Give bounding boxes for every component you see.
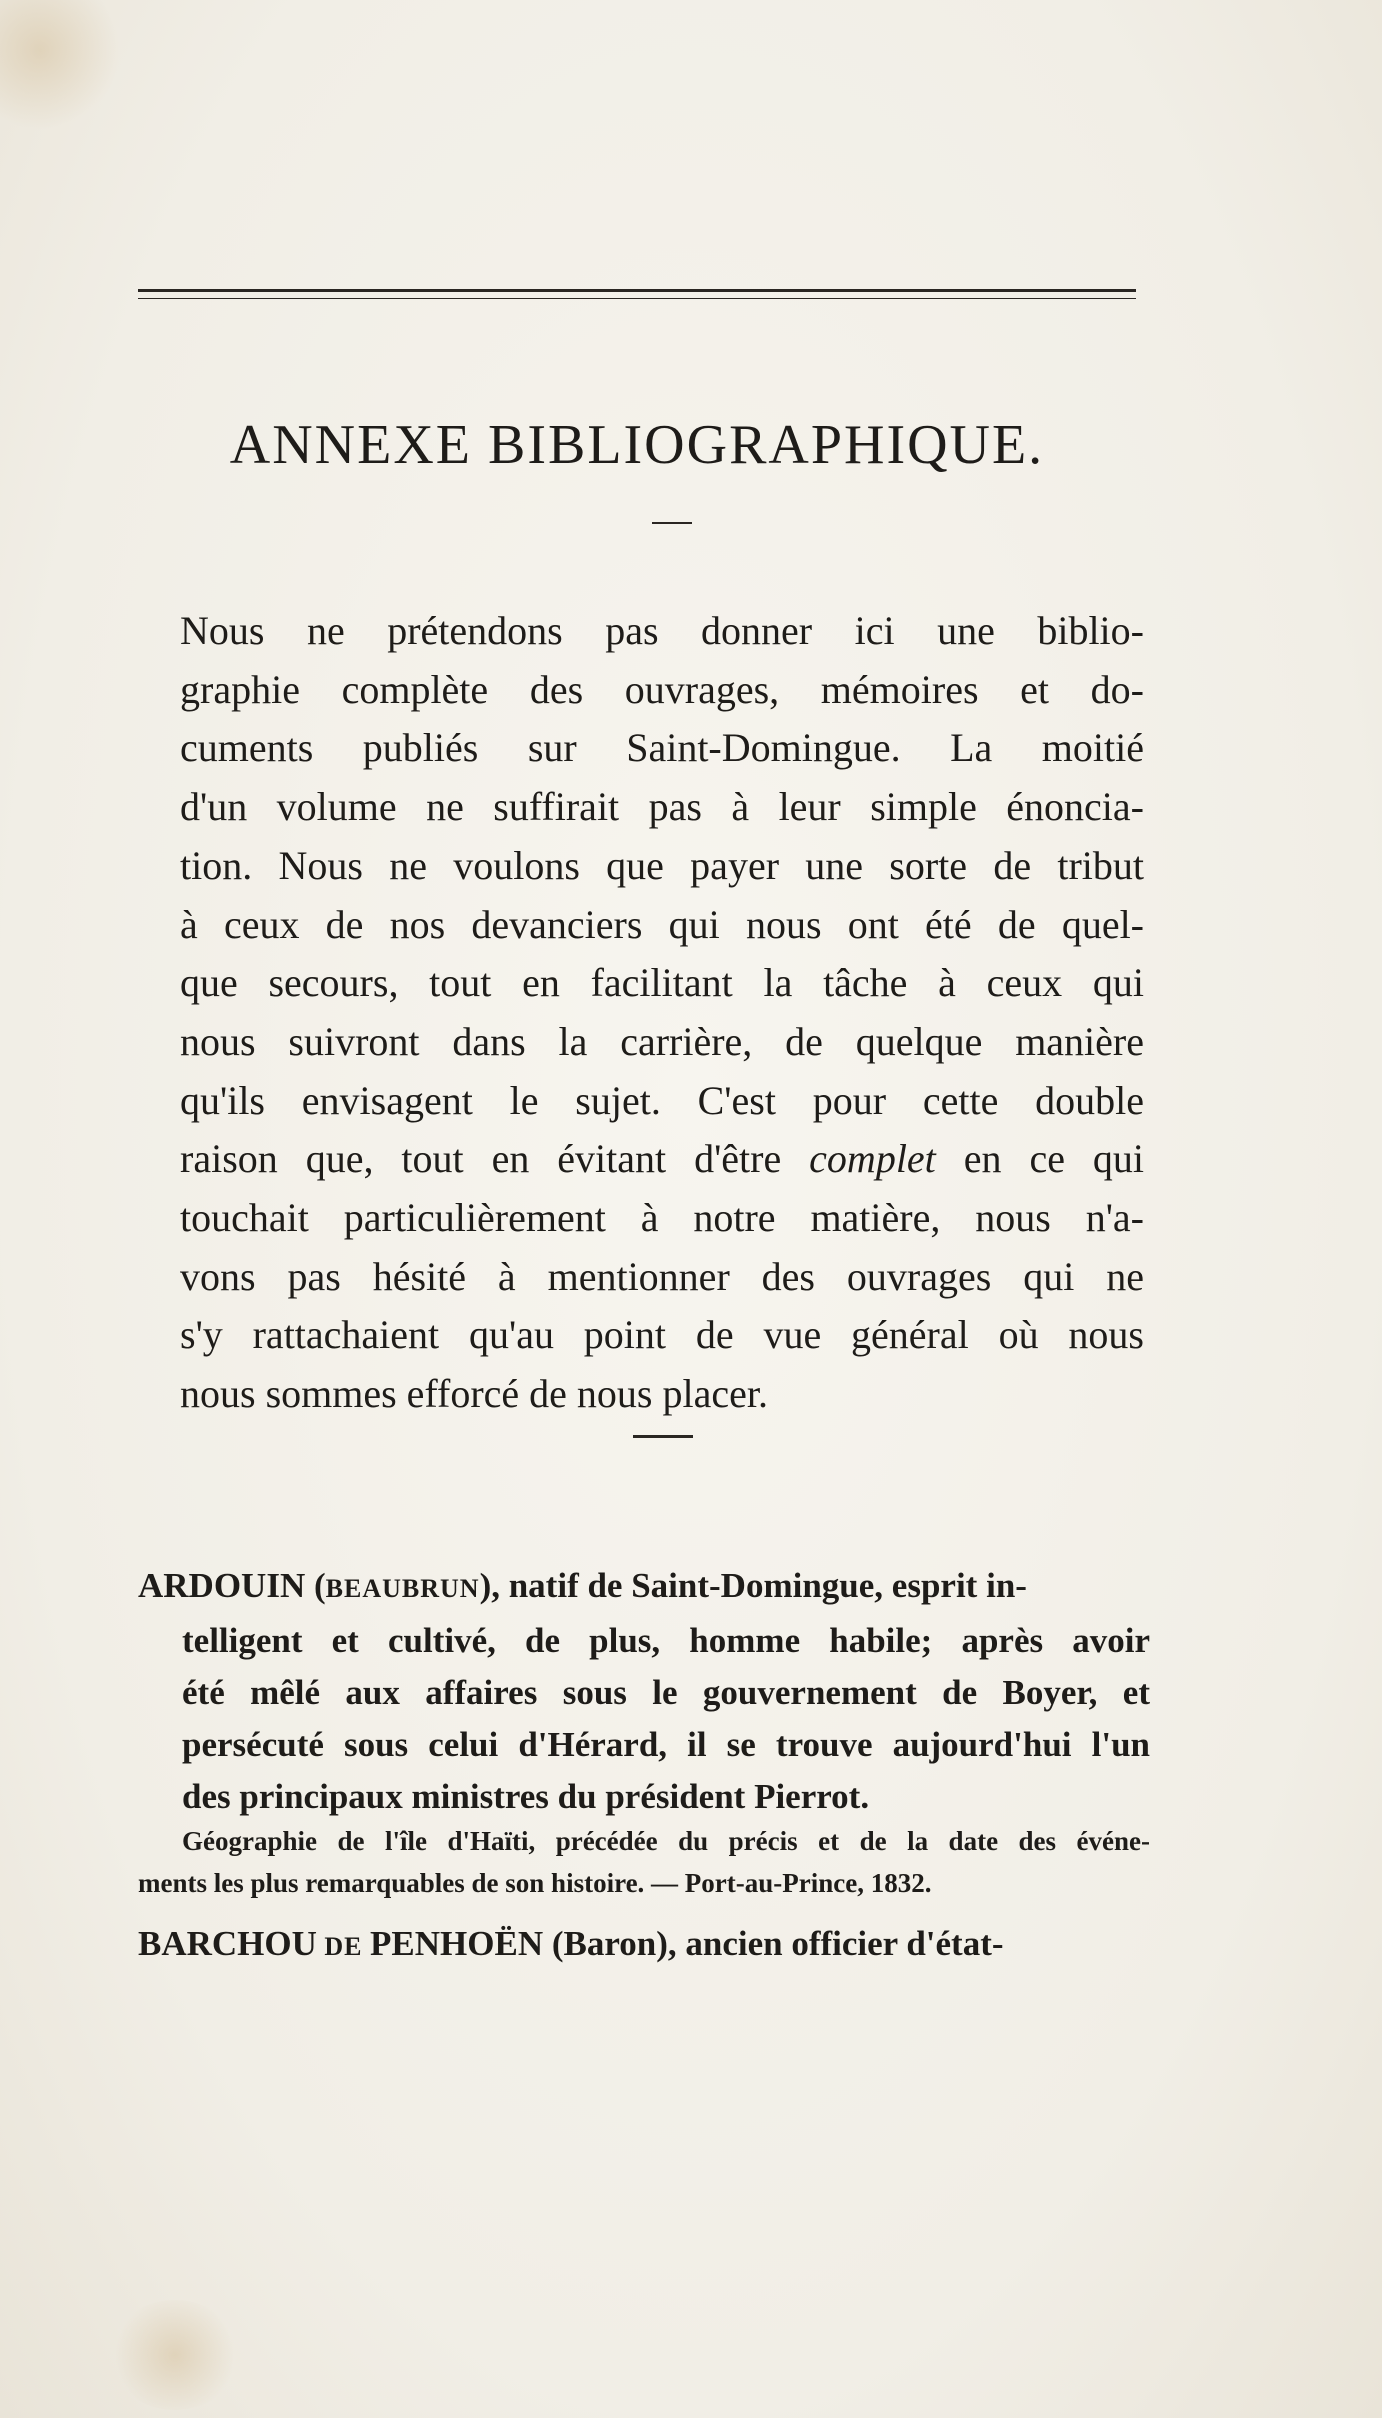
section-divider	[633, 1435, 693, 1438]
entry-name: ARDOUIN	[138, 1566, 306, 1605]
title-divider	[652, 522, 692, 524]
entry-ardouin	[138, 1560, 1150, 1823]
header-rule-thick	[138, 289, 1136, 292]
entry-line: des principaux ministres du président Pierrot.	[182, 1777, 870, 1816]
intro-line: s'y rattachaient qu'au point de vue général où nous	[180, 1312, 1144, 1358]
intro-line: d'un volume ne suffirait pas à leur simple énoncia-	[180, 784, 1144, 830]
entry-reference	[138, 1820, 1150, 1904]
intro-line: que secours, tout en facilitant la tâche à ceux qui	[180, 960, 1144, 1006]
intro-line: à ceux de nos devanciers qui nous ont été de quel-	[180, 901, 1144, 947]
entry-name: PENHOËN	[370, 1924, 544, 1963]
foxing-stain	[110, 2300, 240, 2410]
italic-word: complet	[809, 1136, 936, 1182]
entry-firstname: BEAUBRUN	[325, 1574, 480, 1603]
intro-line: graphie complète des ouvrages, mémoires et do-	[180, 666, 1144, 712]
header-rule-thin	[138, 298, 1136, 299]
entry-name: BARCHOU	[138, 1924, 317, 1963]
intro-line-text: raison que, tout en évitant d'être	[180, 1136, 810, 1182]
intro-line: nous suivront dans la carrière, de quelque manière	[180, 1018, 1144, 1064]
entry-particle: DE	[316, 1932, 371, 1961]
reference-line: ments les plus remarquables de son histoire. — Port-au-Prince, 1832.	[138, 1868, 932, 1898]
entry-line: été mêlé aux affaires sous le gouvernement de Boyer, et	[182, 1673, 1150, 1712]
entry-text: (Baron), ancien officier d'état-	[543, 1924, 1004, 1963]
entry-barchou	[138, 1918, 1150, 1973]
intro-line: touchait particulièrement à notre matière, nous n'a-	[180, 1195, 1144, 1241]
foxing-stain	[0, 0, 120, 130]
intro-line: tion. Nous ne voulons que payer une sorte de tribut	[180, 842, 1144, 888]
intro-line-text: en ce qui	[935, 1136, 1145, 1182]
intro-paragraph	[180, 602, 1144, 1424]
intro-line	[180, 1130, 1144, 1189]
reference-line: Géographie de l'île d'Haïti, précédée du précis et de la date des événe-	[182, 1826, 1150, 1856]
entry-text: ), natif de Saint-Domingue, esprit in-	[479, 1566, 1027, 1605]
page-title: ANNEXE BIBLIOGRAPHIQUE.	[229, 413, 1045, 476]
entry-text: (	[305, 1566, 326, 1605]
entry-line: telligent et cultivé, de plus, homme habile; après avoir	[182, 1621, 1150, 1660]
intro-line: cuments publiés sur Saint-Domingue. La moitié	[180, 725, 1144, 771]
intro-line: vons pas hésité à mentionner des ouvrages qui ne	[180, 1253, 1144, 1299]
entry-line: persécuté sous celui d'Hérard, il se trouve aujourd'hui l'un	[182, 1725, 1150, 1764]
intro-line: qu'ils envisagent le sujet. C'est pour cette double	[180, 1077, 1144, 1123]
intro-line: nous sommes efforcé de nous placer.	[180, 1371, 768, 1417]
intro-line: Nous ne prétendons pas donner ici une biblio-	[180, 608, 1144, 653]
